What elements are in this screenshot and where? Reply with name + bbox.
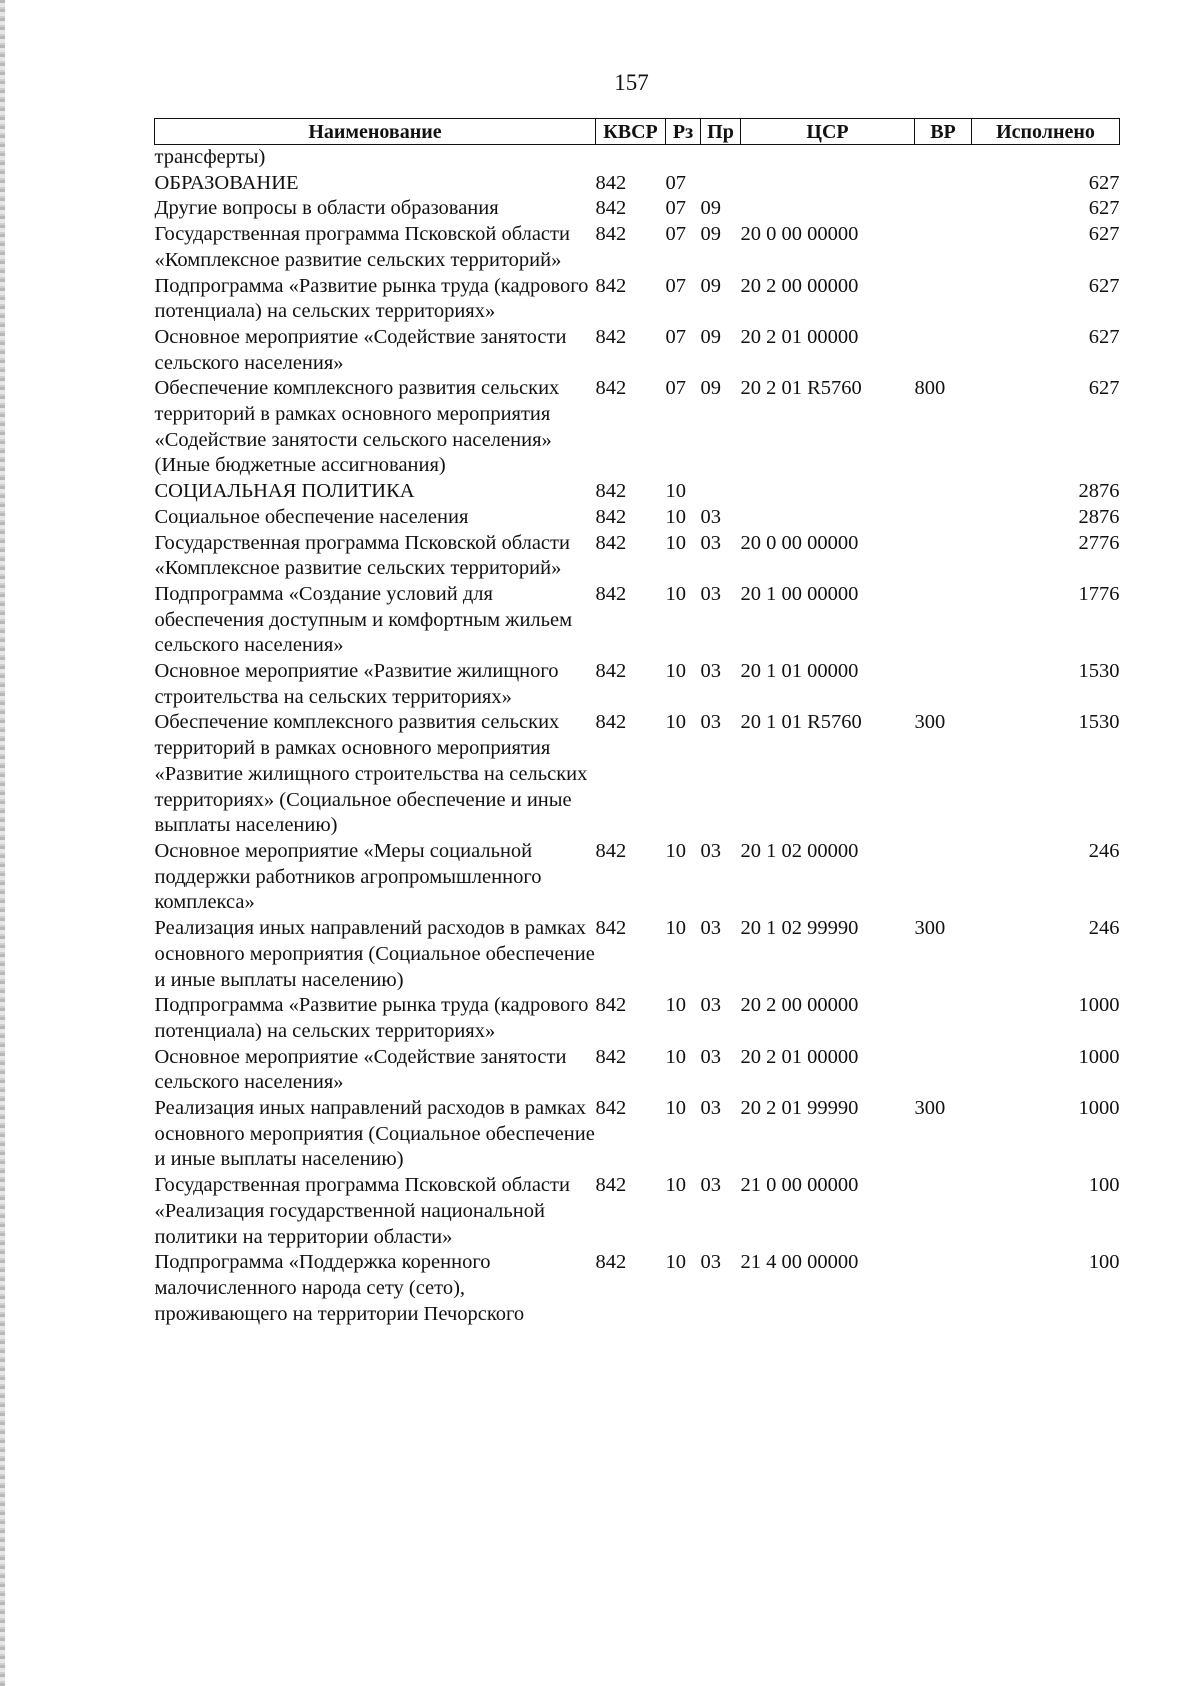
cell-name: Реализация иных направлений расходов в рамках основного мероприятия (Социальное обеспечение и иные выплаты населению) [154,917,595,991]
cell-pr: 03 [700,917,721,940]
cell-kvsr: 842 [595,223,627,246]
table-row [155,710,1120,839]
cell-sum: 2876 [1078,480,1120,503]
cell-pr: 09 [700,274,721,297]
table-row [155,1045,1120,1096]
cell-sum: 2876 [1078,505,1120,528]
cell-rz: 07 [665,377,686,400]
cell-csr: 20 1 02 99990 [740,917,859,940]
cell-sum: 627 [1088,171,1120,194]
table-row [155,376,1120,479]
cell-vr [915,505,972,531]
cell-sum: 627 [1088,377,1120,400]
cell-kvsr: 842 [595,660,627,683]
header-row [155,119,1120,145]
cell-kvsr: 842 [595,711,627,734]
cell-csr [741,505,915,531]
cell-csr: 20 2 01 00000 [740,325,859,348]
cell-rz: 10 [665,480,686,503]
cell-kvsr [596,145,666,171]
cell-csr: 20 1 00 00000 [740,582,859,605]
cell-name: Другие вопросы в области образования [154,197,499,220]
table-row [155,582,1120,659]
table-row [155,325,1120,376]
cell-name: Социальное обеспечение населения [154,505,469,528]
cell-csr [741,479,915,505]
cell-pr: 03 [700,505,721,528]
budget-table [154,118,1120,1327]
cell-vr [915,171,972,197]
cell-rz: 07 [665,197,686,220]
cell-name: Подпрограмма «Развитие рынка труда (кадрового потенциала) на сельских территориях» [154,994,589,1042]
cell-vr [915,531,972,582]
cell-rz: 07 [665,325,686,348]
cell-csr: 21 4 00 00000 [740,1251,859,1274]
cell-kvsr: 842 [595,1097,627,1120]
cell-pr: 03 [700,660,721,683]
cell-vr: 300 [914,1097,946,1120]
header-pr: Пр [701,119,741,145]
cell-csr: 20 0 00 00000 [740,223,859,246]
cell-name: Обеспечение комплексного развития сельских территорий в рамках основного мероприятия «Содействие занятости сельского населения» (Иные бюджетные ассигнования) [154,377,560,477]
cell-name: трансферты) [154,146,266,168]
cell-pr: 09 [700,197,721,220]
cell-csr [741,196,915,222]
cell-sum: 1776 [1078,582,1120,605]
cell-kvsr: 842 [595,1251,627,1274]
cell-vr [915,1250,972,1327]
cell-vr [915,582,972,659]
cell-kvsr: 842 [595,325,627,348]
table-row [155,222,1120,273]
cell-pr: 03 [700,1045,721,1068]
cell-rz: 10 [665,917,686,940]
cell-pr: 03 [700,711,721,734]
scan-edge [0,0,5,1686]
cell-csr [741,145,915,171]
cell-vr [915,1173,972,1250]
cell-name: Основное мероприятие «Содействие занятости сельского населения» [154,325,567,374]
cell-name: Реализация иных направлений расходов в рамках основного мероприятия (Социальное обеспечение и иные выплаты населению) [154,1097,595,1171]
cell-name: Государственная программа Псковской области «Реализация государственной национальной политики на территории области» [154,1174,570,1248]
cell-pr: 09 [700,325,721,348]
header-csr: ЦСР [741,119,915,145]
cell-rz [666,145,701,171]
cell-vr: 800 [914,377,946,400]
cell-vr [915,196,972,222]
cell-csr: 20 2 01 R5760 [740,377,862,400]
cell-name: СОЦИАЛЬНАЯ ПОЛИТИКА [154,480,415,503]
cell-vr [915,145,972,171]
cell-rz: 10 [665,531,686,554]
cell-kvsr: 842 [595,505,627,528]
cell-csr [741,171,915,197]
cell-csr: 20 2 01 00000 [740,1045,859,1068]
table-row [155,659,1120,710]
page-number: 157 [614,70,649,95]
cell-pr: 03 [700,1174,721,1197]
cell-vr [915,1045,972,1096]
cell-pr: 03 [700,531,721,554]
cell-kvsr: 842 [595,582,627,605]
cell-name: Государственная программа Псковской области «Комплексное развитие сельских территорий» [154,223,570,271]
cell-sum: 246 [1088,839,1120,862]
cell-kvsr: 842 [595,839,627,862]
cell-vr [915,839,972,916]
cell-vr: 300 [914,711,946,734]
header-rz: Рз [666,119,701,145]
cell-kvsr: 842 [595,377,627,400]
cell-rz: 10 [665,660,686,683]
cell-name: ОБРАЗОВАНИЕ [154,171,299,194]
cell-pr [701,145,741,171]
cell-vr [915,274,972,325]
cell-rz: 07 [665,274,686,297]
table-row [155,839,1120,916]
cell-sum: 627 [1088,274,1120,297]
cell-vr [915,479,972,505]
cell-sum: 100 [1088,1174,1120,1197]
cell-name: Основное мероприятие «Содействие занятости сельского населения» [154,1045,567,1094]
cell-rz: 10 [665,1174,686,1197]
cell-rz: 10 [665,505,686,528]
table-header [155,119,1120,145]
cell-pr: 03 [700,1251,721,1274]
table-row [155,479,1120,505]
cell-kvsr: 842 [595,274,627,297]
table-row [155,1250,1120,1327]
cell-kvsr: 842 [595,531,627,554]
cell-csr: 20 1 01 00000 [740,660,859,683]
table-row [155,171,1120,197]
cell-sum: 100 [1088,1251,1120,1274]
table-row [155,145,1120,171]
header-vr: ВР [915,119,972,145]
cell-sum: 627 [1088,197,1120,220]
cell-rz: 10 [665,582,686,605]
table-row [155,1173,1120,1250]
cell-sum: 627 [1088,325,1120,348]
cell-kvsr: 842 [595,1045,627,1068]
table-row [155,993,1120,1044]
cell-pr: 09 [700,377,721,400]
cell-sum: 1000 [1078,994,1120,1017]
table-row [155,916,1120,993]
table-row [155,505,1120,531]
cell-vr [915,325,972,376]
cell-csr: 20 1 02 00000 [740,839,859,862]
cell-pr [701,171,741,197]
header-sum: Исполнено [972,119,1120,145]
cell-csr: 20 2 01 99990 [740,1097,859,1120]
cell-pr: 03 [700,839,721,862]
cell-rz: 07 [665,171,686,194]
cell-name: Государственная программа Псковской области «Комплексное развитие сельских территорий» [154,531,570,580]
cell-sum: 1000 [1078,1045,1120,1068]
cell-rz: 10 [665,994,686,1017]
cell-sum: 2776 [1078,531,1120,554]
cell-sum: 1530 [1078,660,1120,683]
table-row [155,531,1120,582]
cell-rz: 10 [665,1251,686,1274]
cell-kvsr: 842 [595,994,627,1017]
cell-csr: 20 2 00 00000 [740,274,859,297]
cell-sum: 1530 [1078,711,1120,734]
header-name: Наименование [155,119,596,145]
cell-pr: 03 [700,1097,721,1120]
cell-name: Подпрограмма «Создание условий для обеспечения доступным и комфортным жильем сельского населения» [154,582,573,657]
cell-name: Обеспечение комплексного развития сельских территорий в рамках основного мероприятия «Развитие жилищного строительства на сельских территориях» (Социальное обеспечение и иные выплаты населению) [154,711,588,837]
cell-rz: 10 [665,839,686,862]
cell-rz: 10 [665,711,686,734]
cell-sum: 1000 [1078,1097,1120,1120]
cell-sum [972,145,1120,171]
table-body [155,145,1120,1328]
cell-csr: 20 0 00 00000 [740,531,859,554]
cell-vr [915,222,972,273]
cell-csr: 21 0 00 00000 [740,1174,859,1197]
cell-kvsr: 842 [595,1174,627,1197]
cell-pr: 03 [700,994,721,1017]
cell-rz: 07 [665,223,686,246]
cell-kvsr: 842 [595,480,627,503]
cell-name: Основное мероприятие «Меры социальной поддержки работников агропромышленного комплекса» [154,839,542,914]
cell-rz: 10 [665,1097,686,1120]
cell-name: Подпрограмма «Поддержка коренного малочисленного народа сету (сето), проживающего на территории Печорского [154,1251,525,1325]
cell-pr: 09 [700,223,721,246]
cell-kvsr: 842 [595,197,627,220]
cell-kvsr: 842 [595,171,627,194]
cell-name: Основное мероприятие «Развитие жилищного строительства на сельских территориях» [154,660,559,708]
cell-csr: 20 1 01 R5760 [740,711,862,734]
cell-vr: 300 [914,917,946,940]
cell-vr [915,659,972,710]
cell-sum: 246 [1088,917,1120,940]
cell-sum: 627 [1088,223,1120,246]
cell-kvsr: 842 [595,917,627,940]
cell-pr: 03 [700,582,721,605]
cell-vr [915,993,972,1044]
cell-rz: 10 [665,1045,686,1068]
cell-name: Подпрограмма «Развитие рынка труда (кадрового потенциала) на сельских территориях» [154,274,589,323]
table-row [155,274,1120,325]
cell-csr: 20 2 00 00000 [740,994,859,1017]
cell-pr [701,479,741,505]
header-kvsr: КВСР [596,119,666,145]
table-row [155,196,1120,222]
table-row [155,1096,1120,1173]
